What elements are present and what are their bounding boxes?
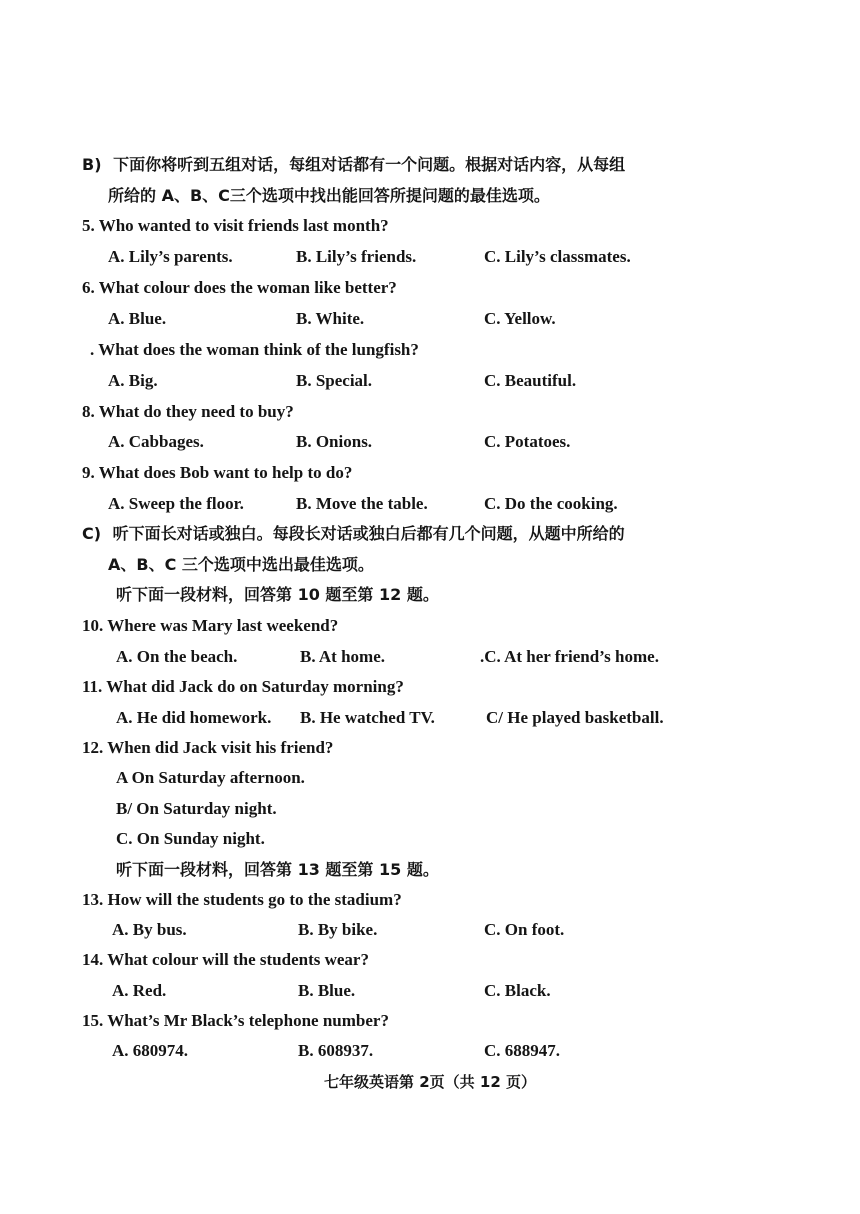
- question-8: 8. What do they need to buy?: [82, 402, 294, 421]
- page-footer: 七年级英语第 2页（共 12 页）: [324, 1073, 536, 1091]
- q13-option-b: B. By bike.: [298, 920, 378, 939]
- q10-option-c: .C. At her friend’s home.: [480, 647, 659, 666]
- q14-option-b: B. Blue.: [298, 981, 356, 1000]
- q15-option-a: A. 680974.: [112, 1041, 189, 1060]
- q7-option-b: B. Special.: [296, 371, 373, 390]
- q11-option-a: A. He did homework.: [116, 708, 272, 727]
- question-7: . What does the woman think of the lungfish?: [90, 340, 419, 359]
- q10-option-b: B. At home.: [300, 647, 385, 666]
- q8-option-a: A. Cabbages.: [108, 432, 204, 451]
- q13-option-a: A. By bus.: [112, 920, 187, 939]
- question-14: 14. What colour will the students wear?: [82, 950, 369, 969]
- q10-option-a: A. On the beach.: [116, 647, 238, 666]
- material-1-instruction: 听下面一段材料，回答第 10 题至第 12 题。: [116, 585, 439, 604]
- question-5: 5. Who wanted to visit friends last month?: [82, 216, 389, 235]
- section-c-intro-2: A、B、C 三个选项中选出最佳选项。: [108, 555, 374, 574]
- q11-option-c: C/ He played basketball.: [486, 708, 664, 727]
- question-6: 6. What colour does the woman like better?: [82, 278, 397, 297]
- q5-option-b: B. Lily’s friends.: [296, 247, 417, 266]
- question-13: 13. How will the students go to the stadium?: [82, 890, 402, 909]
- q5-option-a: A. Lily’s parents.: [108, 247, 233, 266]
- question-12: 12. When did Jack visit his friend?: [82, 738, 334, 757]
- question-10: 10. Where was Mary last weekend?: [82, 616, 339, 635]
- q9-option-b: B. Move the table.: [296, 494, 428, 513]
- q6-option-b: B. White.: [296, 309, 365, 328]
- q6-option-a: A. Blue.: [108, 309, 167, 328]
- section-c-label: C): [82, 524, 102, 543]
- q8-option-b: B. Onions.: [296, 432, 373, 451]
- q12-option-b: B/ On Saturday night.: [116, 799, 277, 818]
- section-c-intro-text-1: 听下面长对话或独白。每段长对话或独白后都有几个问题，从题中所给的: [112, 524, 625, 543]
- question-15: 15. What’s Mr Black’s telephone number?: [82, 1011, 389, 1030]
- q7-option-a: A. Big.: [108, 371, 158, 390]
- q15-option-b: B. 608937.: [298, 1041, 374, 1060]
- q14-option-a: A. Red.: [112, 981, 167, 1000]
- material-2-instruction: 听下面一段材料，回答第 13 题至第 15 题。: [116, 860, 439, 879]
- q14-option-c: C. Black.: [484, 981, 551, 1000]
- q12-option-c: C. On Sunday night.: [116, 829, 265, 848]
- section-b-intro-text-1: 下面你将听到五组对话，每组对话都有一个问题。根据对话内容，从每组: [113, 155, 626, 174]
- question-9: 9. What does Bob want to help to do?: [82, 463, 353, 482]
- q9-option-a: A. Sweep the floor.: [108, 494, 244, 513]
- question-11: 11. What did Jack do on Saturday morning?: [82, 677, 404, 696]
- q9-option-c: C. Do the cooking.: [484, 494, 618, 513]
- section-b-intro-2: 所给的 A、B、C三个选项中找出能回答所提问题的最佳选项。: [108, 186, 550, 205]
- section-b-label: B): [82, 155, 102, 174]
- q12-option-a: A On Saturday afternoon.: [116, 768, 305, 787]
- q7-option-c: C. Beautiful.: [484, 371, 577, 390]
- section-c-intro-1: [82, 523, 625, 545]
- q15-option-c: C. 688947.: [484, 1041, 561, 1060]
- q8-option-c: C. Potatoes.: [484, 432, 571, 451]
- q11-option-b: B. He watched TV.: [300, 708, 435, 727]
- q6-option-c: C. Yellow.: [484, 309, 556, 328]
- section-b-intro-1: [82, 154, 625, 176]
- q5-option-c: C. Lily’s classmates.: [484, 247, 631, 266]
- q13-option-c: C. On foot.: [484, 920, 565, 939]
